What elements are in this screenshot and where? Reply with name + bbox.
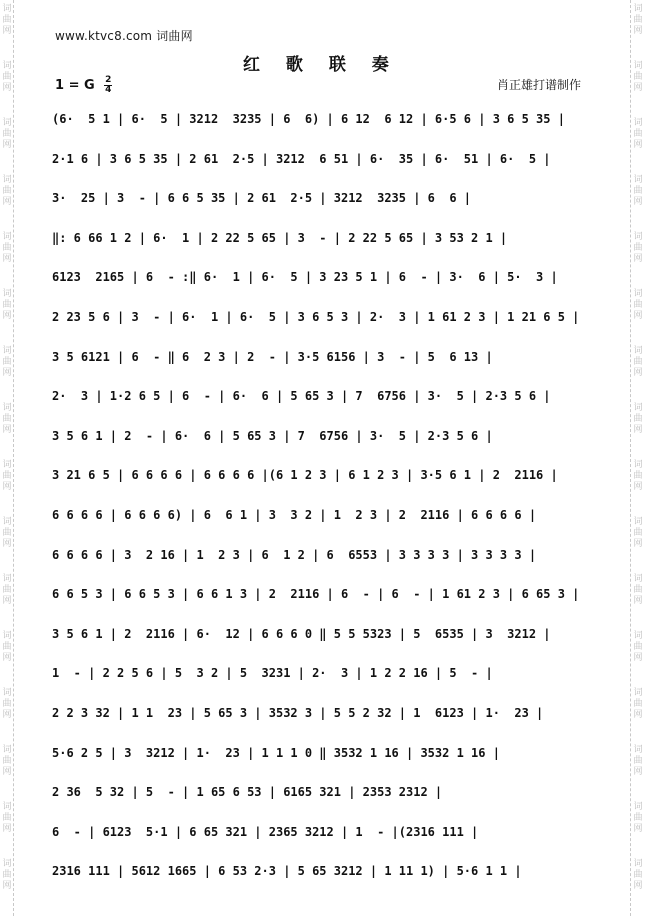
watermark-char: 词 (2, 859, 12, 869)
watermark-text (1, 118, 13, 151)
watermark-char: 词 (633, 403, 643, 413)
watermark-char: 词 (2, 403, 12, 413)
watermark-char: 曲 (2, 642, 12, 652)
watermark-char: 网 (633, 425, 643, 435)
watermark-char: 曲 (633, 186, 643, 196)
score-line: 3 5 6 1 | 2 2116 | 6· 12 | 6 6 6 0 ‖ 5 5 5323 | 5 6535 | 3 3212 | (52, 626, 551, 641)
score-line: 3 21 6 5 | 6 6 6 6 | 6 6 6 6 |(6 1 2 3 | 6 1 2 3 | 3·5 6 1 | 2 2116 | (52, 468, 558, 483)
watermark-char: 曲 (633, 357, 643, 367)
watermark-char: 词 (2, 745, 12, 755)
score-line: 3· 25 | 3 - | 6 6 5 35 | 2 61 2·5 | 3212 3235 | 6 6 | (52, 191, 472, 206)
watermark-text (1, 574, 13, 607)
score-line: 3 5 6 1 | 2 - | 6· 6 | 5 65 3 | 7 6756 | 3· 5 | 2·3 5 6 | (52, 428, 493, 443)
watermark-text (632, 745, 644, 778)
song-title: 红 歌 联 奏 (243, 55, 399, 75)
time-numerator: 2 (105, 75, 112, 85)
watermark-text (1, 289, 13, 322)
watermark-text (632, 688, 644, 721)
watermark-text (632, 289, 644, 322)
watermark-char: 词 (633, 460, 643, 470)
watermark-char: 曲 (2, 414, 12, 424)
watermark-text (632, 118, 644, 151)
watermark-char: 网 (633, 254, 643, 264)
watermark-text (632, 859, 644, 892)
watermark-text (1, 688, 13, 721)
watermark-char: 网 (633, 482, 643, 492)
watermark-text (632, 403, 644, 436)
watermark-char: 网 (633, 653, 643, 663)
score-line: 6 6 6 6 | 3 2 16 | 1 2 3 | 6 1 2 | 6 6553 | 3 3 3 3 | 3 3 3 3 | (52, 547, 537, 562)
watermark-char: 网 (633, 596, 643, 606)
watermark-char: 网 (633, 824, 643, 834)
watermark-text (1, 517, 13, 550)
watermark-char: 曲 (2, 870, 12, 880)
watermark-char: 网 (2, 140, 12, 150)
watermark-text (632, 802, 644, 835)
watermark-char: 词 (633, 802, 643, 812)
watermark-text (1, 631, 13, 664)
watermark-char: 曲 (633, 129, 643, 139)
watermark-text (1, 460, 13, 493)
watermark-char: 曲 (633, 813, 643, 823)
score-line: 2·1 6 | 3 6 5 35 | 2 61 2·5 | 3212 6 51 | 6· 35 | 6· 51 | 6· 5 | (52, 151, 551, 166)
watermark-text (1, 745, 13, 778)
watermark-char: 词 (633, 61, 643, 71)
watermark-char: 曲 (2, 300, 12, 310)
watermark-text (1, 232, 13, 265)
watermark-char: 网 (2, 767, 12, 777)
watermark-char: 网 (2, 368, 12, 378)
watermark-char: 词 (633, 688, 643, 698)
watermark-char: 网 (2, 824, 12, 834)
score-line: 2· 3 | 1·2 6 5 | 6 - | 6· 6 | 5 65 3 | 7 6756 | 3· 5 | 2·3 5 6 | (52, 389, 551, 404)
watermark-char: 词 (2, 802, 12, 812)
watermark-char: 曲 (2, 471, 12, 481)
watermark-char: 曲 (633, 15, 643, 25)
watermark-text (1, 61, 13, 94)
watermark-text (632, 4, 644, 37)
watermark-text (632, 61, 644, 94)
watermark-char: 网 (2, 539, 12, 549)
watermark-char: 网 (2, 653, 12, 663)
watermark-char: 曲 (633, 528, 643, 538)
watermark-char: 曲 (2, 15, 12, 25)
watermark-char: 词 (2, 574, 12, 584)
watermark-char: 曲 (2, 243, 12, 253)
watermark-char: 曲 (2, 699, 12, 709)
watermark-char: 曲 (2, 813, 12, 823)
watermark-char: 网 (633, 368, 643, 378)
watermark-char: 曲 (633, 471, 643, 481)
watermark-text (632, 232, 644, 265)
score-line: 6 - | 6123 5·1 | 6 65 321 | 2365 3212 | 1 - |(2316 111 | (52, 824, 479, 839)
watermark-char: 网 (2, 26, 12, 36)
watermark-char: 曲 (633, 699, 643, 709)
watermark-char: 曲 (633, 756, 643, 766)
watermark-char: 网 (2, 425, 12, 435)
watermark-char: 网 (2, 197, 12, 207)
watermark-char: 词 (2, 4, 12, 14)
watermark-char: 词 (2, 460, 12, 470)
watermark-text (632, 346, 644, 379)
watermark-char: 词 (633, 175, 643, 185)
watermark-char: 网 (2, 83, 12, 93)
score-line: 6 6 5 3 | 6 6 5 3 | 6 6 1 3 | 2 2116 | 6 - | 6 - | 1 61 2 3 | 6 65 3 | (52, 587, 580, 602)
watermark-text (1, 802, 13, 835)
score-line: 2 2 3 32 | 1 1 23 | 5 65 3 | 3532 3 | 5 5 2 32 | 1 6123 | 1· 23 | (52, 706, 544, 720)
watermark-char: 词 (2, 289, 12, 299)
watermark-char: 网 (2, 482, 12, 492)
watermark-char: 曲 (633, 870, 643, 880)
watermark-text (1, 403, 13, 436)
watermark-char: 网 (2, 254, 12, 264)
watermark-char: 词 (2, 118, 12, 128)
time-signature (104, 76, 112, 95)
watermark-char: 网 (633, 767, 643, 777)
key-signature (55, 76, 112, 95)
watermark-char: 词 (633, 346, 643, 356)
time-denominator: 4 (105, 85, 112, 95)
watermark-char: 曲 (633, 642, 643, 652)
right-watermark-strip (630, 0, 644, 916)
key-label: 1 = G (55, 78, 95, 93)
watermark-char: 网 (633, 710, 643, 720)
watermark-char: 网 (2, 710, 12, 720)
score-line: 1 - | 2 2 5 6 | 5 3 2 | 5 3231 | 2· 3 | 1 2 2 16 | 5 - | (52, 666, 493, 681)
watermark-text (1, 346, 13, 379)
watermark-char: 曲 (2, 528, 12, 538)
watermark-text (1, 859, 13, 892)
watermark-char: 词 (633, 4, 643, 14)
watermark-char: 曲 (2, 357, 12, 367)
watermark-char: 词 (633, 745, 643, 755)
watermark-char: 词 (2, 232, 12, 242)
watermark-char: 网 (633, 26, 643, 36)
watermark-char: 词 (633, 118, 643, 128)
score-line: ‖: 6 66 1 2 | 6· 1 | 2 22 5 65 | 3 - | 2 22 5 65 | 3 53 2 1 | (52, 230, 508, 245)
score-line: (6· 5 1 | 6· 5 | 3212 3235 | 6 6) | 6 12 6 12 | 6·5 6 | 3 6 5 35 | (52, 112, 565, 126)
watermark-char: 网 (633, 140, 643, 150)
watermark-char: 词 (633, 631, 643, 641)
score-line: 6 6 6 6 | 6 6 6 6) | 6 6 1 | 3 3 2 | 1 2 3 | 2 2116 | 6 6 6 6 | (52, 508, 537, 522)
watermark-char: 网 (633, 83, 643, 93)
watermark-char: 词 (633, 859, 643, 869)
watermark-char: 曲 (2, 585, 12, 595)
score-line: 2 23 5 6 | 3 - | 6· 1 | 6· 5 | 3 6 5 3 | 2· 3 | 1 61 2 3 | 1 21 6 5 | (52, 310, 580, 324)
score-line: 5·6 2 5 | 3 3212 | 1· 23 | 1 1 1 0 ‖ 3532 1 16 | 3532 1 16 | (52, 745, 500, 760)
watermark-char: 词 (2, 175, 12, 185)
left-watermark-strip (0, 0, 14, 916)
watermark-char: 曲 (633, 243, 643, 253)
watermark-char: 曲 (2, 186, 12, 196)
watermark-char: 曲 (633, 414, 643, 424)
watermark-char: 曲 (633, 300, 643, 310)
score-line: 2316 111 | 5612 1665 | 6 53 2·3 | 5 65 3212 | 1 11 1) | 5·6 1 1 | (52, 864, 522, 879)
watermark-char: 网 (633, 539, 643, 549)
watermark-char: 网 (633, 881, 643, 891)
watermark-text (632, 574, 644, 607)
watermark-char: 曲 (2, 129, 12, 139)
watermark-char: 词 (2, 688, 12, 698)
watermark-char: 曲 (633, 72, 643, 82)
watermark-char: 词 (2, 61, 12, 71)
watermark-char: 网 (2, 596, 12, 606)
watermark-text (632, 460, 644, 493)
site-label: www.ktvc8.com 词曲网 (55, 29, 193, 43)
watermark-char: 词 (2, 346, 12, 356)
watermark-text (1, 4, 13, 37)
watermark-char: 词 (2, 631, 12, 641)
watermark-char: 曲 (633, 585, 643, 595)
score-line: 6123 2165 | 6 - :‖ 6· 1 | 6· 5 | 3 23 5 1 | 6 - | 3· 6 | 5· 3 | (52, 270, 558, 285)
score-line: 3 5 6121 | 6 - ‖ 6 2 3 | 2 - | 3·5 6156 | 3 - | 5 6 13 | (52, 349, 493, 364)
watermark-char: 网 (2, 881, 12, 891)
watermark-char: 网 (633, 311, 643, 321)
author-credit: 肖正雄打谱制作 (497, 78, 582, 92)
watermark-char: 网 (2, 311, 12, 321)
watermark-char: 词 (2, 517, 12, 527)
score-line: 2 36 5 32 | 5 - | 1 65 6 53 | 6165 321 | 2353 2312 | (52, 785, 443, 800)
watermark-char: 词 (633, 574, 643, 584)
watermark-char: 词 (633, 289, 643, 299)
watermark-char: 词 (633, 232, 643, 242)
watermark-text (1, 175, 13, 208)
watermark-char: 曲 (2, 756, 12, 766)
watermark-text (632, 517, 644, 550)
watermark-text (632, 175, 644, 208)
watermark-char: 曲 (2, 72, 12, 82)
watermark-text (632, 631, 644, 664)
watermark-char: 词 (633, 517, 643, 527)
watermark-char: 网 (633, 197, 643, 207)
